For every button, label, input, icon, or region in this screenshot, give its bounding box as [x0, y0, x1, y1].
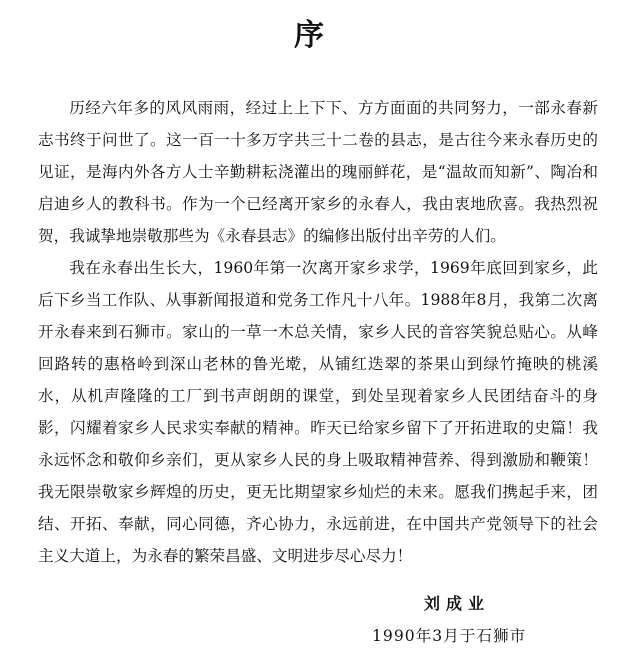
- date-place: 1990年3月于石狮市: [372, 627, 527, 645]
- paragraph-2: 我在永春出生长大，1960年第一次离开家乡求学，1969年底回到家乡，此后下乡当工作队、从事新闻报道和党务工作凡十八年。1988年8月，我第二次离开永春来到石狮市。家山的一草一木总关情，家乡人民的音容笑貌总贴心。从峰回路转的惠格岭到深山老林的鲁光墘，从铺红迭翠的茶果山到绿竹掩映的桃溪水，从机声隆隆的工厂到书声朗朗的课堂，到处呈现着家乡人民团结奋斗的身影，闪耀着家乡人民求实奉献的精神。昨天已给家乡留下了开拓进取的史篇！我永远怀念和敬仰乡亲们，更从家乡人民的身上吸取精神营养、得到激励和鞭策！我无限崇敬家乡辉煌的历史，更无比期望家乡灿烂的未来。愿我们携起手来，团结、开拓、奉献，同心同德，齐心协力，永远前进，在中国共产党领导下的社会主义大道上，为永春的繁荣昌盛、文明进步尽心尽力！: [38, 259, 598, 565]
- preface-body: [38, 92, 598, 572]
- page-title: 序: [294, 18, 326, 53]
- author-signature: 刘成业: [424, 594, 491, 613]
- paragraph-1: 历经六年多的风风雨雨，经过上上下下、方方面面的共同努力，一部永春新志书终于问世了。这一百一十多万字共三十二卷的县志，是古往今来永春历史的见证，是海内外各方人士辛勤耕耘浇灌出的瑰丽鲜花，是“温故而知新”、陶冶和启迪乡人的教科书。作为一个已经离开家乡的永春人，我由衷地欣喜。我热烈祝贺，我诚挚地崇敬那些为《永春县志》的编修出版付出辛劳的人们。: [38, 99, 598, 245]
